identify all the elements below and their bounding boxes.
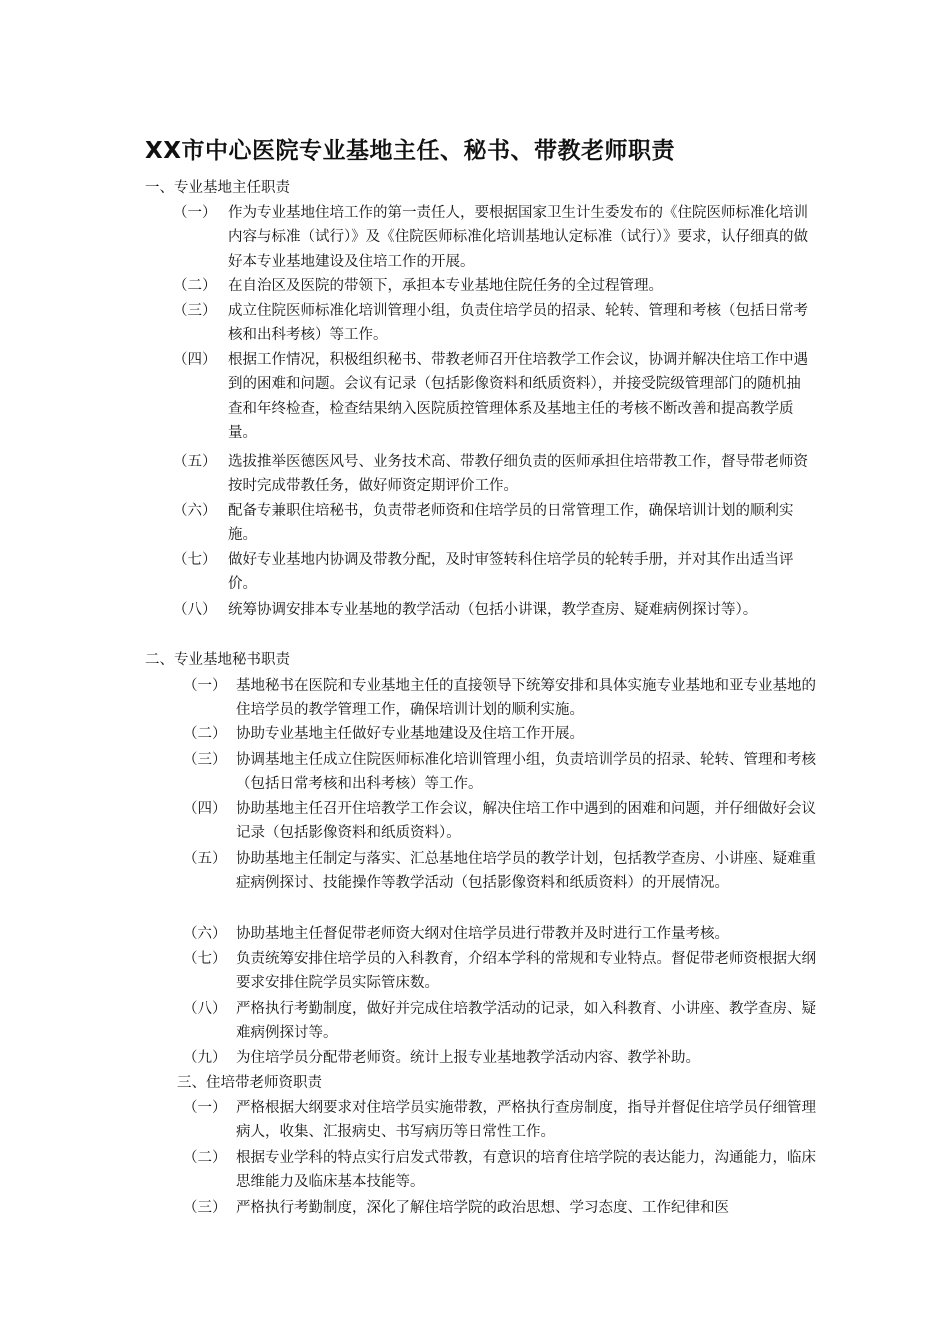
item-text: 作为专业基地住培工作的第一责任人，要根据国家卫生计生委发布的《住院医师标准化培训内容与标准（试行）》及《住院医师标准化培训基地认定标准（试行）》要求，认仔细真的做好本专业基地建设及住培工作的开展。 [228, 205, 808, 270]
page-title: XX市中心医院专业基地主任、秘书、带教老师职责 [145, 138, 675, 164]
item-number: （一） [183, 1100, 227, 1116]
item-text: 选拔推举医德医风号、业务技术高、带教仔细负责的医师承担住培带教工作，督导带老师资按时完成带教任务，做好师资定期评价工作。 [228, 454, 808, 495]
item-number: （七） [183, 951, 227, 967]
item-text: 为住培学员分配带老师资。统计上报专业基地教学活动内容、教学补助。 [236, 1050, 700, 1066]
item-number: （二） [183, 1150, 227, 1166]
item-text: 协助专业基地主任做好专业基地建设及住培工作开展。 [236, 726, 584, 742]
item-number: （一） [183, 678, 227, 694]
item-text: 成立住院医师标准化培训管理小组，负责住培学员的招录、轮转、管理和考核（包括日常考核和出科考核）等工作。 [228, 303, 808, 344]
item-text: 严格执行考勤制度，深化了解住培学院的政治思想、学习态度、工作纪律和医 [236, 1200, 729, 1216]
item-text: 严格执行考勤制度，做好并完成住培教学活动的记录，如入科教育、小讲座、教学查房、疑难病例探讨等。 [236, 1001, 816, 1042]
item-number: （四） [183, 801, 227, 817]
item-number: （三） [183, 752, 227, 768]
item-number: （六） [183, 926, 227, 942]
item-text: 协助基地主任制定与落实、汇总基地住培学员的教学计划，包括教学查房、小讲座、疑难重症病例探讨、技能操作等教学活动（包括影像资料和纸质资料）的开展情况。 [236, 851, 816, 892]
item-number: （九） [183, 1050, 227, 1066]
item-number: （六） [173, 503, 217, 519]
item-text: 根据工作情况，积极组织秘书、带教老师召开住培教学工作会议，协调并解决住培工作中遇到的困难和问题。会议有记录（包括影像资料和纸质资料），并接受院级管理部门的随机抽查和年终检查，检查结果纳入医院质控管理体系及基地主任的考核不断改善和提高教学质量。 [228, 352, 808, 441]
item-number: （五） [173, 454, 217, 470]
section-heading-teacher: 三、住培带老师资职责 [177, 1075, 322, 1091]
item-text: 协调基地主任成立住院医师标准化培训管理小组，负责培训学员的招录、轮转、管理和考核（包括日常考核和出科考核）等工作。 [236, 752, 816, 793]
section-heading-secretary: 二、专业基地秘书职责 [145, 652, 290, 668]
item-number: （八） [183, 1001, 227, 1017]
item-text: 配备专兼职住培秘书，负责带老师资和住培学员的日常管理工作，确保培训计划的顺利实施。 [228, 503, 794, 544]
item-text: 协助基地主任督促带老师资大纲对住培学员进行带教并及时进行工作量考核。 [236, 926, 729, 942]
item-number: （五） [183, 851, 227, 867]
item-number: （二） [173, 278, 217, 294]
item-text: 统筹协调安排本专业基地的教学活动（包括小讲课，教学查房、疑难病例探讨等）。 [228, 602, 758, 618]
item-number: （八） [173, 602, 217, 618]
item-text: 做好专业基地内协调及带教分配，及时审签转科住培学员的轮转手册，并对其作出适当评价。 [228, 552, 794, 593]
item-number: （七） [173, 552, 217, 568]
item-number: （三） [183, 1200, 227, 1216]
item-text: 在自治区及医院的带领下，承担本专业基地住院任务的全过程管理。 [228, 278, 663, 294]
item-number: （四） [173, 352, 217, 368]
item-text: 根据专业学科的特点实行启发式带教，有意识的培育住培学院的表达能力，沟通能力，临床思维能力及临床基本技能等。 [236, 1150, 816, 1191]
item-number: （一） [173, 205, 217, 221]
item-number: （二） [183, 726, 227, 742]
section-heading-director: 一、专业基地主任职责 [145, 180, 290, 196]
item-text: 负责统筹安排住培学员的入科教育，介绍本学科的常规和专业特点。督促带老师资根据大纲要求安排住院学员实际管床数。 [236, 951, 816, 992]
item-number: （三） [173, 303, 217, 319]
item-text: 协助基地主任召开住培教学工作会议，解决住培工作中遇到的困难和问题，并仔细做好会议记录（包括影像资料和纸质资料）。 [236, 801, 816, 842]
item-text: 基地秘书在医院和专业基地主任的直接领导下统筹安排和具体实施专业基地和亚专业基地的住培学员的教学管理工作，确保培训计划的顺利实施。 [236, 678, 816, 719]
item-text: 严格根据大纲要求对住培学员实施带教，严格执行查房制度，指导并督促住培学员仔细管理病人，收集、汇报病史、书写病历等日常性工作。 [236, 1100, 816, 1141]
